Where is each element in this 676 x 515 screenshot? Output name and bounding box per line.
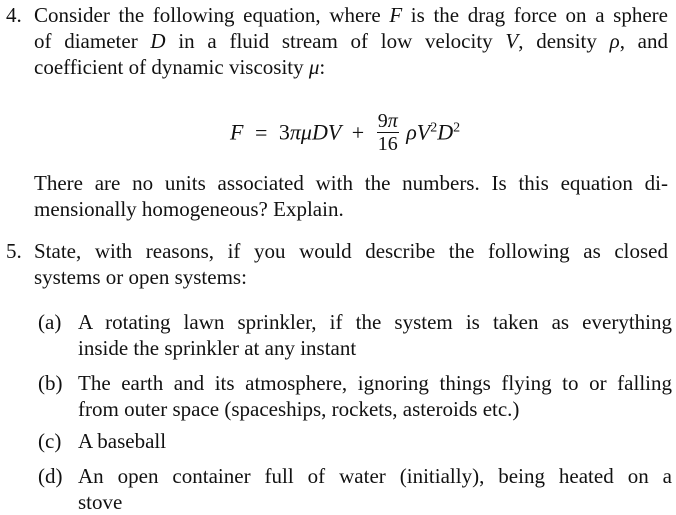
item-b-label: (b) <box>38 371 63 395</box>
item-a-label: (a) <box>38 310 62 334</box>
item-b-line-1: The earth and its atmosphere, ignoring things flying to or falling <box>78 371 672 395</box>
item-d-label: (d) <box>38 464 63 488</box>
item-d-line-2: stove <box>78 490 123 514</box>
item-c-label: (c) <box>38 429 62 453</box>
eq-V-exponent: 2 <box>430 120 438 136</box>
problem-5-line-2: systems or open systems: <box>34 265 247 289</box>
item-a-line-1: A rotating lawn sprinkler, if the system is taken as everything <box>78 310 672 334</box>
problem-4-followup <box>6 170 668 222</box>
eq-frac-denominator: 16 <box>377 133 398 155</box>
eq-D-exponent: 2 <box>453 120 461 136</box>
problem-4-after-1: There are no units associated with the numbers. Is this equation di- <box>34 171 668 195</box>
problem-5-number: 5. <box>6 239 22 263</box>
drag-force-equation <box>0 98 676 154</box>
eq-term1: 3πμDV <box>278 119 342 145</box>
problem-5-line-1: State, with reasons, if you would describe the following as closed <box>34 239 668 263</box>
item-d-line-1: An open container full of water (initially), being heated on a <box>78 464 672 488</box>
eq-rho: ρ <box>406 119 417 145</box>
eq-V: V <box>416 119 431 145</box>
problem-4-line-2: of diameter D in a fluid stream of low velocity V, density ρ, and <box>34 29 669 53</box>
eq-lhs: F <box>230 119 244 145</box>
eq-fraction <box>377 110 399 155</box>
item-a-line-2: inside the sprinkler at any instant <box>78 336 357 360</box>
problem-5 <box>6 238 668 290</box>
eq-frac-numerator: 9π <box>377 110 398 132</box>
eq-plus: + <box>351 119 365 145</box>
eq-equals: = <box>254 119 268 145</box>
problem-4 <box>6 2 668 80</box>
problem-4-line-3: coefficient of dynamic viscosity μ: <box>34 55 326 79</box>
item-b-line-2: from outer space (spaceships, rockets, asteroids etc.) <box>78 397 520 421</box>
eq-D: D <box>437 119 454 145</box>
problem-4-after-2: mensionally homogeneous? Explain. <box>34 197 344 221</box>
problem-4-line-1: Consider the following equation, where F is the drag force on a sphere <box>34 3 668 27</box>
problem-5-item-c <box>38 428 672 454</box>
problem-5-item-a <box>38 309 672 361</box>
problem-4-number: 4. <box>6 3 22 27</box>
problem-5-item-d <box>38 463 672 515</box>
problem-5-item-b <box>38 370 672 422</box>
item-c-line-1: A baseball <box>78 429 167 453</box>
